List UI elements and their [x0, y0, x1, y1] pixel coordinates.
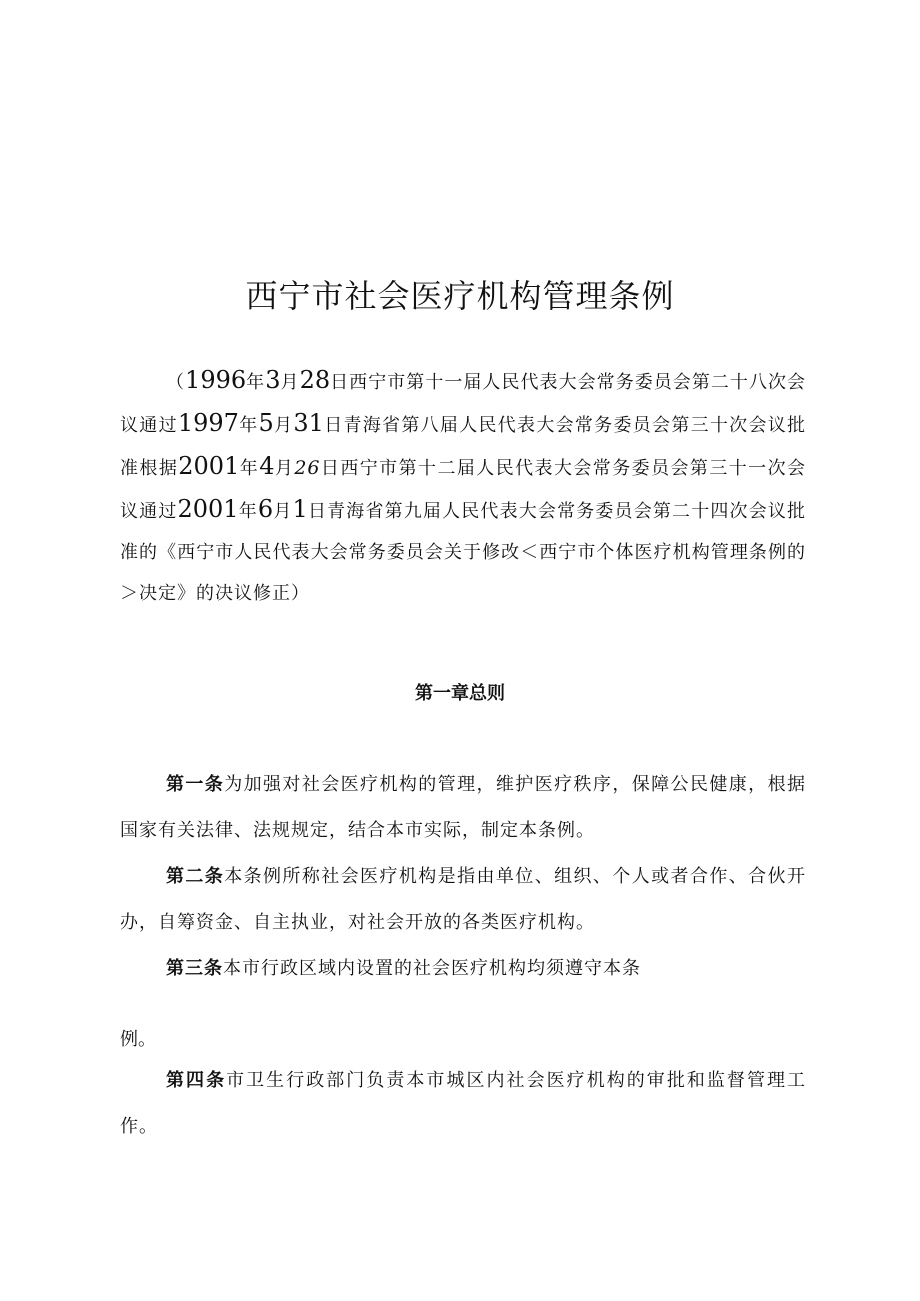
article-label: 第一条 — [166, 774, 225, 795]
preamble-year-1: 1996 — [185, 366, 247, 394]
preamble-text: 日西宁市第十二届人民代表大会常务委员会第三十一次会议通过 — [120, 458, 807, 522]
preamble-month-4: 6 — [257, 495, 274, 523]
preamble-day-2: 31 — [293, 409, 324, 437]
article-3-continuation: 例。 — [120, 1029, 156, 1050]
preamble-day-3: 26 — [294, 457, 321, 479]
article-label: 第四条 — [166, 1070, 227, 1091]
article-text: 本市行政区域内设置的社会医疗机构均须遵守本条 — [223, 958, 641, 979]
document-title: 西宁市社会医疗机构管理条例 — [245, 277, 675, 316]
article-text: 本条例所称社会医疗机构是指由单位、组织、个人或者合作、合伙开办，自筹资金、自主执业，对社会开放的各类医疗机构。 — [120, 866, 806, 933]
preamble-text: 月 — [280, 372, 300, 393]
preamble-year-3: 2001 — [178, 452, 240, 480]
article-1 — [120, 762, 806, 854]
preamble-month-3: 4 — [259, 452, 275, 480]
article-2 — [120, 854, 806, 946]
preamble-open-paren: （ — [166, 372, 186, 393]
preamble-month-1: 3 — [265, 366, 281, 394]
article-label: 第二条 — [166, 866, 225, 887]
preamble-year-4: 2001 — [177, 495, 239, 523]
article-label: 第三条 — [166, 958, 223, 979]
chapter-title: 第一章总则 — [415, 682, 505, 704]
preamble-text: 月 — [273, 501, 293, 522]
preamble-day-1: 28 — [299, 366, 331, 394]
preamble-year-2: 1997 — [177, 409, 239, 437]
preamble-paragraph — [120, 360, 806, 614]
preamble-text: 日西宁市第十一届人民代表大会常务委员会第二十八次会议通过 — [120, 372, 807, 436]
preamble-month-2: 5 — [258, 409, 274, 437]
preamble-text: 日青海省第九届人民代表大会常务委员会第二十四次会议批准的《西宁市人民代表大会常务委员会关于修改＜西宁市个体医疗机构管理条例的＞决定》的决议修正） — [120, 501, 807, 604]
preamble-text: 年 — [238, 501, 258, 522]
preamble-text: 年 — [238, 415, 259, 436]
article-4 — [120, 1058, 806, 1150]
preamble-text: 月 — [274, 458, 295, 479]
preamble-text: 年 — [239, 458, 260, 479]
article-text: 为加强对社会医疗机构的管理，维护医疗秩序，保障公民健康，根据国家有关法律、法规规定，结合本市实际，制定本条例。 — [120, 774, 806, 841]
article-text: 市卫生行政部门负责本市城区内社会医疗机构的审批和监督管理工作。 — [120, 1070, 807, 1137]
preamble-text: 月 — [273, 415, 294, 436]
article-3 — [120, 946, 806, 992]
preamble-day-4: 1 — [292, 495, 308, 523]
preamble-text: 日青海省第八届人民代表大会常务委员会第三十次会议批准根据 — [120, 415, 807, 479]
preamble-text: 年 — [246, 372, 266, 393]
